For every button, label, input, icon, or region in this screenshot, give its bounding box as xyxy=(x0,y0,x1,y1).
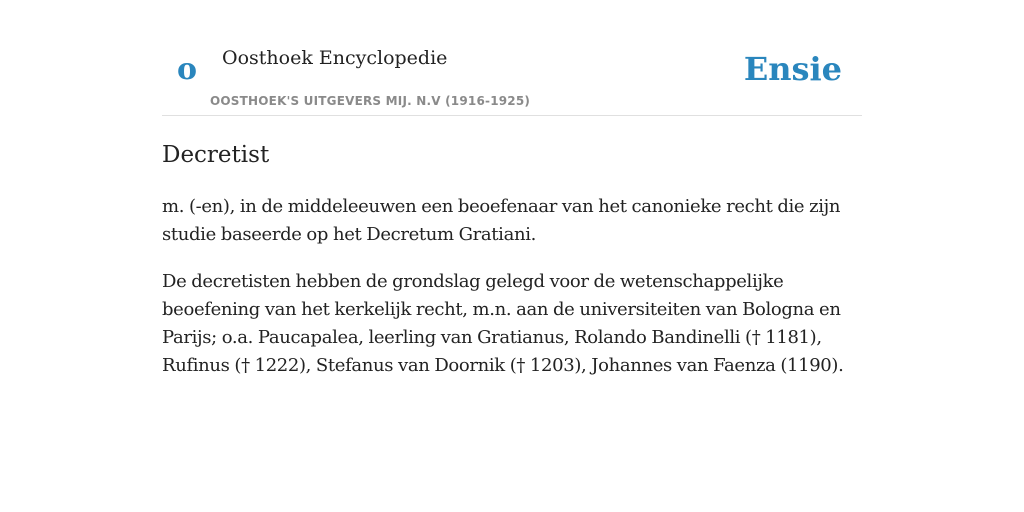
publication-header xyxy=(162,0,862,116)
publication-logo-icon[interactable]: o xyxy=(177,52,198,87)
ensie-brand-link[interactable]: Ensie xyxy=(743,50,842,88)
entry-title: Decretist xyxy=(162,142,270,168)
entry-paragraph-detail: De decretisten hebben de grondslag gelegd voor de wetenschappelijke beoefening van het kerkelijk recht, m.n. aan de universiteiten van Bologna en Parijs; o.a. Paucapalea, leerling van Gratianus, Rolando Bandinelli († 1181), Rufinus († 1222), Stefanus van Doornik († 1203), Johannes van Faenza (1190). xyxy=(162,271,844,376)
publication-title-link[interactable]: Oosthoek Encyclopedie xyxy=(222,47,448,69)
entry-paragraph-definition: m. (-en), in de middeleeuwen een beoefenaar van het canonieke recht die zijn studie baseerde op het Decretum Gratiani. xyxy=(162,196,841,245)
page-container xyxy=(162,0,862,380)
publisher-label: OOSTHOEK'S UITGEVERS MIJ. N.V (1916-1925) xyxy=(210,94,531,108)
